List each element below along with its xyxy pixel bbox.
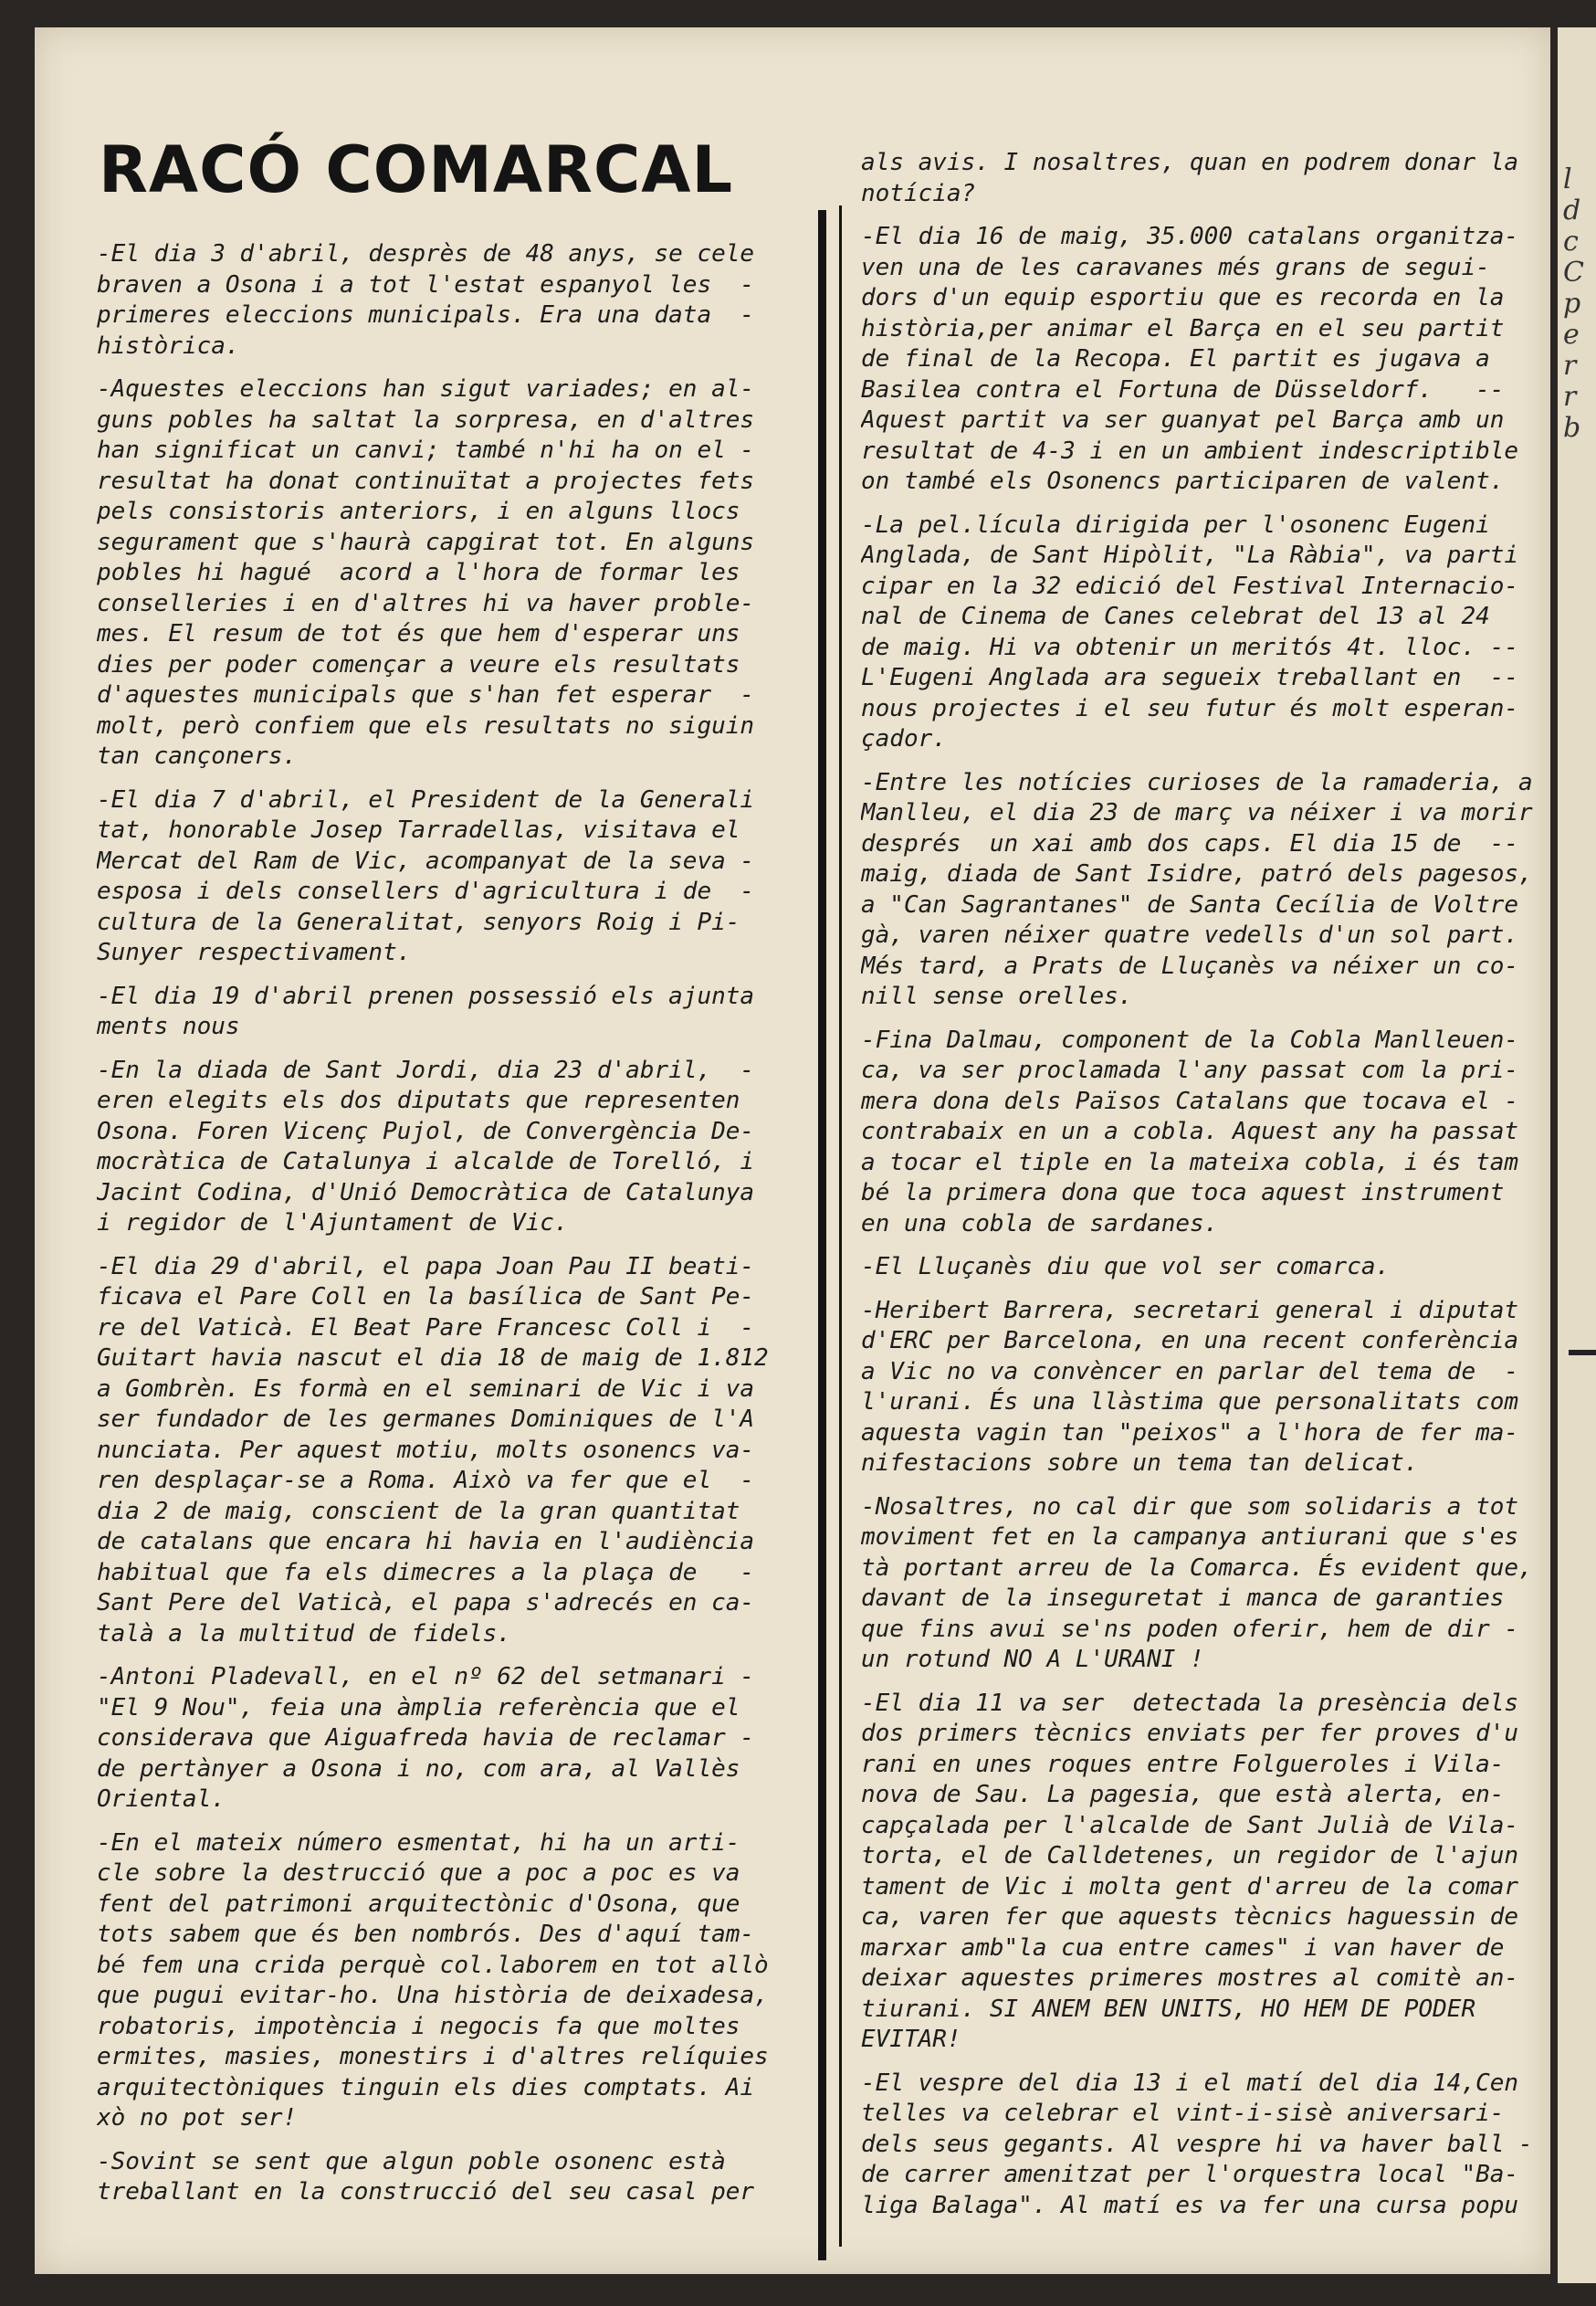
- edge-letter: C: [1563, 257, 1584, 289]
- paragraph: -El Lluçanès diu que vol ser comarca.: [861, 1253, 1391, 1280]
- edge-divider: [1569, 1350, 1596, 1355]
- paragraph: -La pel.lícula dirigida per l'osonenc Eugeni Anglada, de Sant Hipòlit, "La Ràbia", va parti cipar en la 32 edició del Festival Internacio- nal de Cinema de Canes celebrat del 13 al 24 de maig. Hi va obtenir un meritós 4t. lloc. -- L'Eugeni Anglada ara segueix treballant en -- nous projectes i el seu futur és molt esperan- çador.: [861, 511, 1519, 753]
- paragraph: -Antoni Pladevall, en el nº 62 del setmanari - "El 9 Nou", feia una àmplia referència que el considerava que Aiguafreda havia de reclamar - de pertànyer a Osona i no, com ara, al Vallès Oriental.: [97, 1663, 755, 1813]
- left-column: [97, 239, 818, 2230]
- paragraph: -El vespre del dia 13 i el matí del dia 14,Cen telles va celebrar el vint-i-sisè aniversari- dels seus gegants. Al vespre hi va haver ball - de carrer amenitzat per l'orquestra local "Ba- liga Balaga". Al matí es va fer una cursa popu: [861, 2069, 1533, 2219]
- paragraph: -Fina Dalmau, component de la Cobla Manlleuen- ca, va ser proclamada l'any passat com la pri- mera dona dels Països Catalans que tocava el - contrabaix en un a cobla. Aquest any ha passat a tocar el tiple en la mateixa cobla, i és tam bé la primera dona que toca aquest instrument en una cobla de sardanes.: [861, 1026, 1519, 1237]
- paragraph: -El dia 7 d'abril, el President de la Generali tat, honorable Josep Tarradellas, visitava el Mercat del Ram de Vic, acompanyat de la seva - esposa i dels consellers d'agricultura i de - cultura de la Generalitat, senyors Roig i Pi- Sunyer respectivament.: [97, 785, 755, 966]
- paragraph: -El dia 16 de maig, 35.000 catalans organitza- ven una de les caravanes més grans de segui- dors d'un equip esportiu que es recorda en la història,per animar el Barça en el seu partit de final de la Recopa. El partit es jugava a Basilea contra el Fortuna de Düsseldorf. -- Aquest partit va ser guanyat pel Barça amb un resultat de 4-3 i en un ambient indescriptible on també els Osonencs participaren de valent.: [861, 223, 1519, 495]
- paragraph: -Sovint se sent que algun poble osonenc està treballant en la construcció del seu casal per: [97, 2147, 755, 2206]
- edge-letter: l: [1563, 163, 1572, 195]
- adjacent-page-edge: [1558, 27, 1596, 2283]
- document-page: [35, 27, 1550, 2274]
- column-divider: [818, 210, 826, 2260]
- paragraph: -El dia 19 d'abril prenen possessió els ajunta ments nous: [97, 982, 755, 1040]
- right-column: [861, 148, 1550, 2258]
- edge-letter: d: [1563, 195, 1581, 226]
- column-divider-thin: [839, 205, 842, 2247]
- paragraph: als avis. I nosaltres, quan en podrem donar la notícia?: [861, 149, 1519, 207]
- paragraph: -El dia 29 d'abril, el papa Joan Pau II beati- ficava el Pare Coll en la basílica de Sant Pe- re del Vaticà. El Beat Pare Francesc Coll i - Guitart havia nascut el dia 18 de maig de 1.812 a Gombrèn. Es formà en el seminari de Vic i va ser fundador de les germanes Dominiques de l'A nunciata. Per aquest motiu, molts osonencs va- ren desplaçar-se a Roma. Això va fer que el - dia 2 de maig, conscient de la gran quantitat de catalans que encara hi havia en l'audiència habitual que fa els dimecres a la plaça de - Sant Pere del Vaticà, el papa s'adrecés en ca- talà a la multitud de fidels.: [97, 1252, 769, 1648]
- edge-letter: e: [1563, 319, 1580, 351]
- paragraph: -Nosaltres, no cal dir que som solidaris a tot moviment fet en la campanya antiurani que s'es tà portant arreu de la Comarca. És evident que, davant de la inseguretat i manca de garanties que fins avui se'ns poden oferir, hem de dir - un rotund NO A L'URANI !: [861, 1492, 1533, 1673]
- edge-letter: p: [1563, 288, 1581, 320]
- paragraph: -Heribert Barrera, secretari general i diputat d'ERC per Barcelona, en una recent conferència a Vic no va convèncer en parlar del tema de - l'urani. És una llàstima que personalitats com aquesta vagin tan "peixos" a l'hora de fer ma- nifestacions sobre un tema tan delicat.: [861, 1296, 1519, 1477]
- edge-letter: b: [1563, 412, 1581, 444]
- page-title: RACÓ COMARCAL: [99, 132, 734, 207]
- edge-letter: r: [1563, 350, 1577, 382]
- paragraph: -En la diada de Sant Jordi, dia 23 d'abril, - eren elegits els dos diputats que representen Osona. Foren Vicenç Pujol, de Convergència De- mocràtica de Catalunya i alcalde de Torelló, i Jacint Codina, d'Unió Democràtica de Catalunya i regidor de l'Ajuntament de Vic.: [97, 1056, 755, 1237]
- paragraph: -Entre les notícies curioses de la ramaderia, a Manlleu, el dia 23 de març va néixer i va morir després un xai amb dos caps. El dia 15 de -- maig, diada de Sant Isidre, patró dels pagesos, a "Can Sagrantanes" de Santa Cecília de Voltre gà, varen néixer quatre vedells d'un sol part. Més tard, a Prats de Lluçanès va néixer un co- nill sense orelles.: [861, 768, 1533, 1010]
- edge-letter: c: [1563, 226, 1579, 258]
- paragraph: -En el mateix número esmentat, hi ha un arti- cle sobre la destrucció que a poc a poc es va fent del patrimoni arquitectònic d'Osona, que tots sabem que és ben nombrós. Des d'aquí tam- bé fem una crida perquè col.laborem en tot allò que pugui evitar-ho. Una història de deixadesa, robatoris, impotència i negocis fa que moltes ermites, masies, monestirs i d'altres relíquies arquitectòniques tinguin els dies comptats. Ai xò no pot ser!: [97, 1828, 769, 2132]
- paragraph: -El dia 3 d'abril, desprès de 48 anys, se cele braven a Osona i a tot l'estat espanyol les - primeres eleccions municipals. Era una data - històrica.: [97, 240, 755, 360]
- paragraph: -El dia 11 va ser detectada la presència dels dos primers tècnics enviats per fer proves d'u rani en unes roques entre Folgueroles i Vila- nova de Sau. La pagesia, que està alerta, en- capçalada per l'alcalde de Sant Julià de Vila- torta, el de Calldetenes, un regidor de l'ajun tament de Vic i molta gent d'arreu de la comar ca, varen fer que aquests tècnics haguessin de marxar amb"la cua entre cames" i van haver de deixar aquestes primeres mostres al comitè an- tiurani. SI ANEM BEN UNITS, HO HEM DE PODER EVITAR!: [861, 1689, 1519, 2053]
- edge-letter: r: [1563, 381, 1577, 413]
- paragraph: -Aquestes eleccions han sigut variades; en al- guns pobles ha saltat la sorpresa, en d'altres han significat un canvi; també n'hi ha on el - resultat ha donat continuïtat a projectes fets pels consistoris anteriors, i en alguns llocs segurament que s'haurà capgirat tot. En alguns pobles hi hagué acord a l'hora de formar les conselleries i en d'altres hi va haver proble- mes. El resum de tot és que hem d'esperar uns dies per poder començar a veure els resultats d'aquestes municipals que s'han fet esperar - molt, però confiem que els resultats no siguin tan cançoners.: [97, 375, 755, 770]
